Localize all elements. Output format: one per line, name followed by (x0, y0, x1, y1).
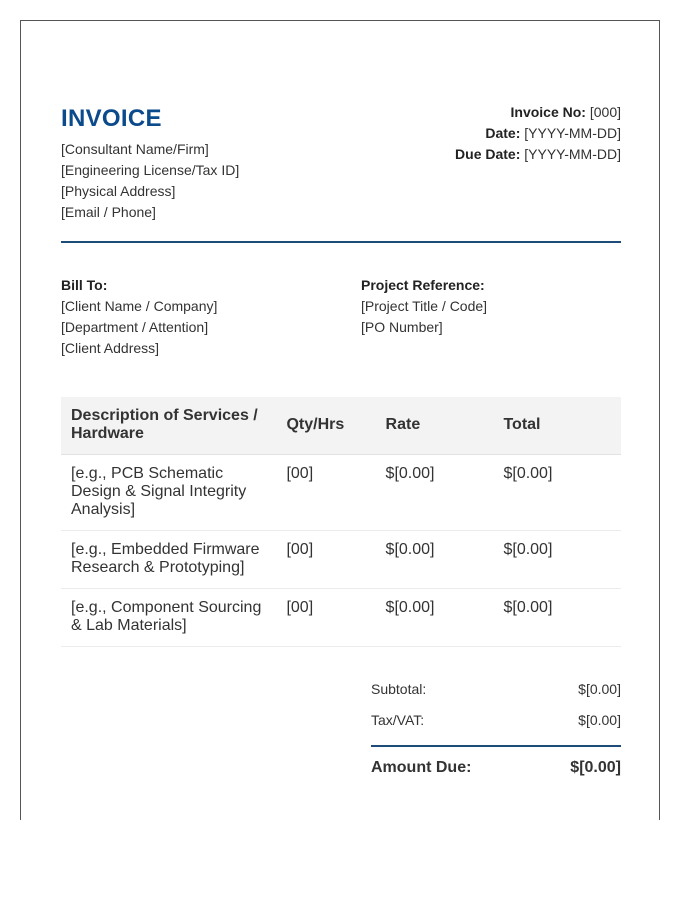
row-rate: $[0.00] (376, 455, 494, 531)
table-row (61, 455, 621, 531)
row-qty: [00] (276, 455, 375, 531)
row-rate: $[0.00] (376, 589, 494, 647)
client-department: [Department / Attention] (61, 319, 209, 335)
amount-due-label: Amount Due: (371, 759, 472, 776)
row-total: $[0.00] (493, 531, 621, 589)
tax-label: Tax/VAT: (371, 712, 425, 728)
project-reference-label: Project Reference: (361, 277, 485, 293)
sender-details (61, 139, 239, 223)
invoice-due-date-value: [YYYY-MM-DD] (524, 146, 621, 162)
bill-to-label: Bill To: (61, 277, 108, 293)
sender-name: [Consultant Name/Firm] (61, 141, 209, 157)
invoice-date-label: Date: (485, 125, 521, 141)
table-row (61, 531, 621, 589)
invoice-due-date-label: Due Date: (455, 146, 521, 162)
column-header-rate: Rate (376, 397, 494, 455)
client-name: [Client Name / Company] (61, 298, 218, 314)
invoice-date-value: [YYYY-MM-DD] (524, 125, 621, 141)
row-description: [e.g., Embedded Firmware Research & Prototyping] (61, 531, 276, 589)
subtotal-label: Subtotal: (371, 681, 427, 697)
invoice-page (20, 20, 660, 820)
row-total: $[0.00] (493, 589, 621, 647)
sender-contact: [Email / Phone] (61, 204, 156, 220)
client-address: [Client Address] (61, 340, 160, 356)
totals-section (371, 679, 621, 776)
subtotal-value: $[0.00] (578, 681, 621, 697)
sender-license: [Engineering License/Tax ID] (61, 162, 240, 178)
row-total: $[0.00] (493, 455, 621, 531)
table-row (61, 589, 621, 647)
row-qty: [00] (276, 589, 375, 647)
sender-address: [Physical Address] (61, 183, 176, 199)
invoice-number-label: Invoice No: (510, 104, 586, 120)
row-rate: $[0.00] (376, 531, 494, 589)
invoice-due-date (455, 144, 621, 165)
project-title: [Project Title / Code] (361, 298, 488, 314)
table-header-row (61, 397, 621, 455)
row-description: [e.g., PCB Schematic Design & Signal Integrity Analysis] (61, 455, 276, 531)
column-header-total: Total (493, 397, 621, 455)
column-header-description: Description of Services / Hardware (61, 397, 276, 455)
header-divider (61, 241, 621, 243)
row-description: [e.g., Component Sourcing & Lab Materials] (61, 589, 276, 647)
bill-to-section (61, 275, 217, 359)
amount-due-value: $[0.00] (570, 759, 621, 776)
subtotal-row (371, 679, 621, 710)
line-items-table (61, 397, 621, 647)
tax-value: $[0.00] (578, 712, 621, 728)
row-qty: [00] (276, 531, 375, 589)
invoice-number (455, 102, 621, 123)
po-number: [PO Number] (361, 319, 443, 335)
invoice-number-value: [000] (589, 104, 621, 120)
column-header-qty: Qty/Hrs (276, 397, 375, 455)
invoice-title: INVOICE (61, 105, 162, 132)
project-reference-section (361, 275, 487, 338)
totals-divider (371, 745, 621, 747)
invoice-date (455, 123, 621, 144)
invoice-header (61, 105, 621, 245)
amount-due-row (371, 759, 621, 777)
invoice-meta (455, 102, 621, 165)
tax-row (371, 710, 621, 741)
